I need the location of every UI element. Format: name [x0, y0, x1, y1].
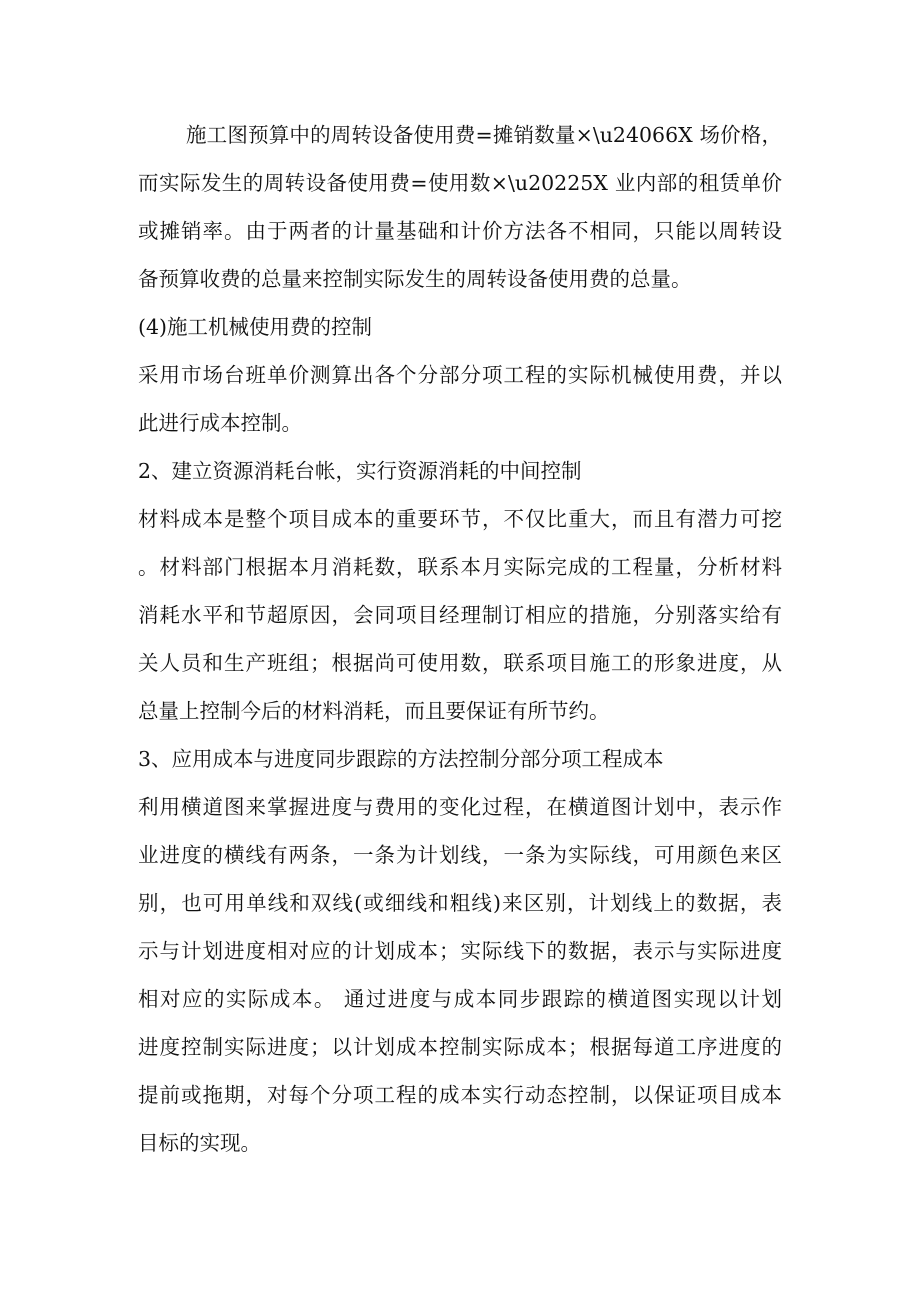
paragraph-line: 提前或拖期，对每个分项工程的成本实行动态控制，以保证项目成本 [138, 1083, 782, 1107]
paragraph-line: 材料成本是整个项目成本的重要环节，不仅比重大，而且有潜力可挖 [138, 507, 782, 531]
paragraph-line: 利用横道图来掌握进度与费用的变化过程，在横道图计划中，表示作 [138, 795, 782, 819]
section-heading: 3、应用成本与进度同步跟踪的方法控制分部分项工程成本 [138, 747, 664, 771]
paragraph-line: 相对应的实际成本。 通过进度与成本同步跟踪的横道图实现以计划 [138, 987, 782, 1011]
paragraph-line: 目标的实现。 [138, 1131, 261, 1155]
paragraph-line: 。材料部门根据本月消耗数，联系本月实际完成的工程量，分析材料 [138, 555, 782, 579]
paragraph-line: 进度控制实际进度；以计划成本控制实际成本；根据每道工序进度的 [138, 1035, 782, 1059]
paragraph-line: 总量上控制今后的材料消耗，而且要保证有所节约。 [138, 699, 610, 723]
paragraph-line: 消耗水平和节超原因，会同项目经理制订相应的措施，分别落实给有 [138, 603, 782, 627]
paragraph-line: 施工图预算中的周转设备使用费=摊销数量×\u24066X 场价格， [186, 123, 782, 147]
paragraph-line: 示与计划进度相对应的计划成本；实际线下的数据，表示与实际进度 [138, 939, 782, 963]
paragraph-line: 此进行成本控制。 [138, 411, 302, 435]
paragraph-line: 业进度的横线有两条，一条为计划线，一条为实际线，可用颜色来区 [138, 843, 782, 867]
paragraph-line: 而实际发生的周转设备使用费=使用数×\u20225X 业内部的租赁单价 [138, 171, 782, 195]
section-heading: 2、建立资源消耗台帐，实行资源消耗的中间控制 [138, 459, 582, 483]
paragraph-line: 别，也可用单线和双线(或细线和粗线)来区别，计划线上的数据，表 [138, 891, 782, 915]
paragraph-line: 采用市场台班单价测算出各个分部分项工程的实际机械使用费，并以 [138, 363, 782, 387]
paragraph-line: 关人员和生产班组；根据尚可使用数，联系项目施工的形象进度，从 [138, 651, 782, 675]
paragraph-line: 备预算收费的总量来控制实际发生的周转设备使用费的总量。 [138, 267, 692, 291]
section-heading: (4)施工机械使用费的控制 [138, 315, 373, 339]
paragraph-line: 或摊销率。由于两者的计量基础和计价方法各不相同，只能以周转设 [138, 219, 782, 243]
